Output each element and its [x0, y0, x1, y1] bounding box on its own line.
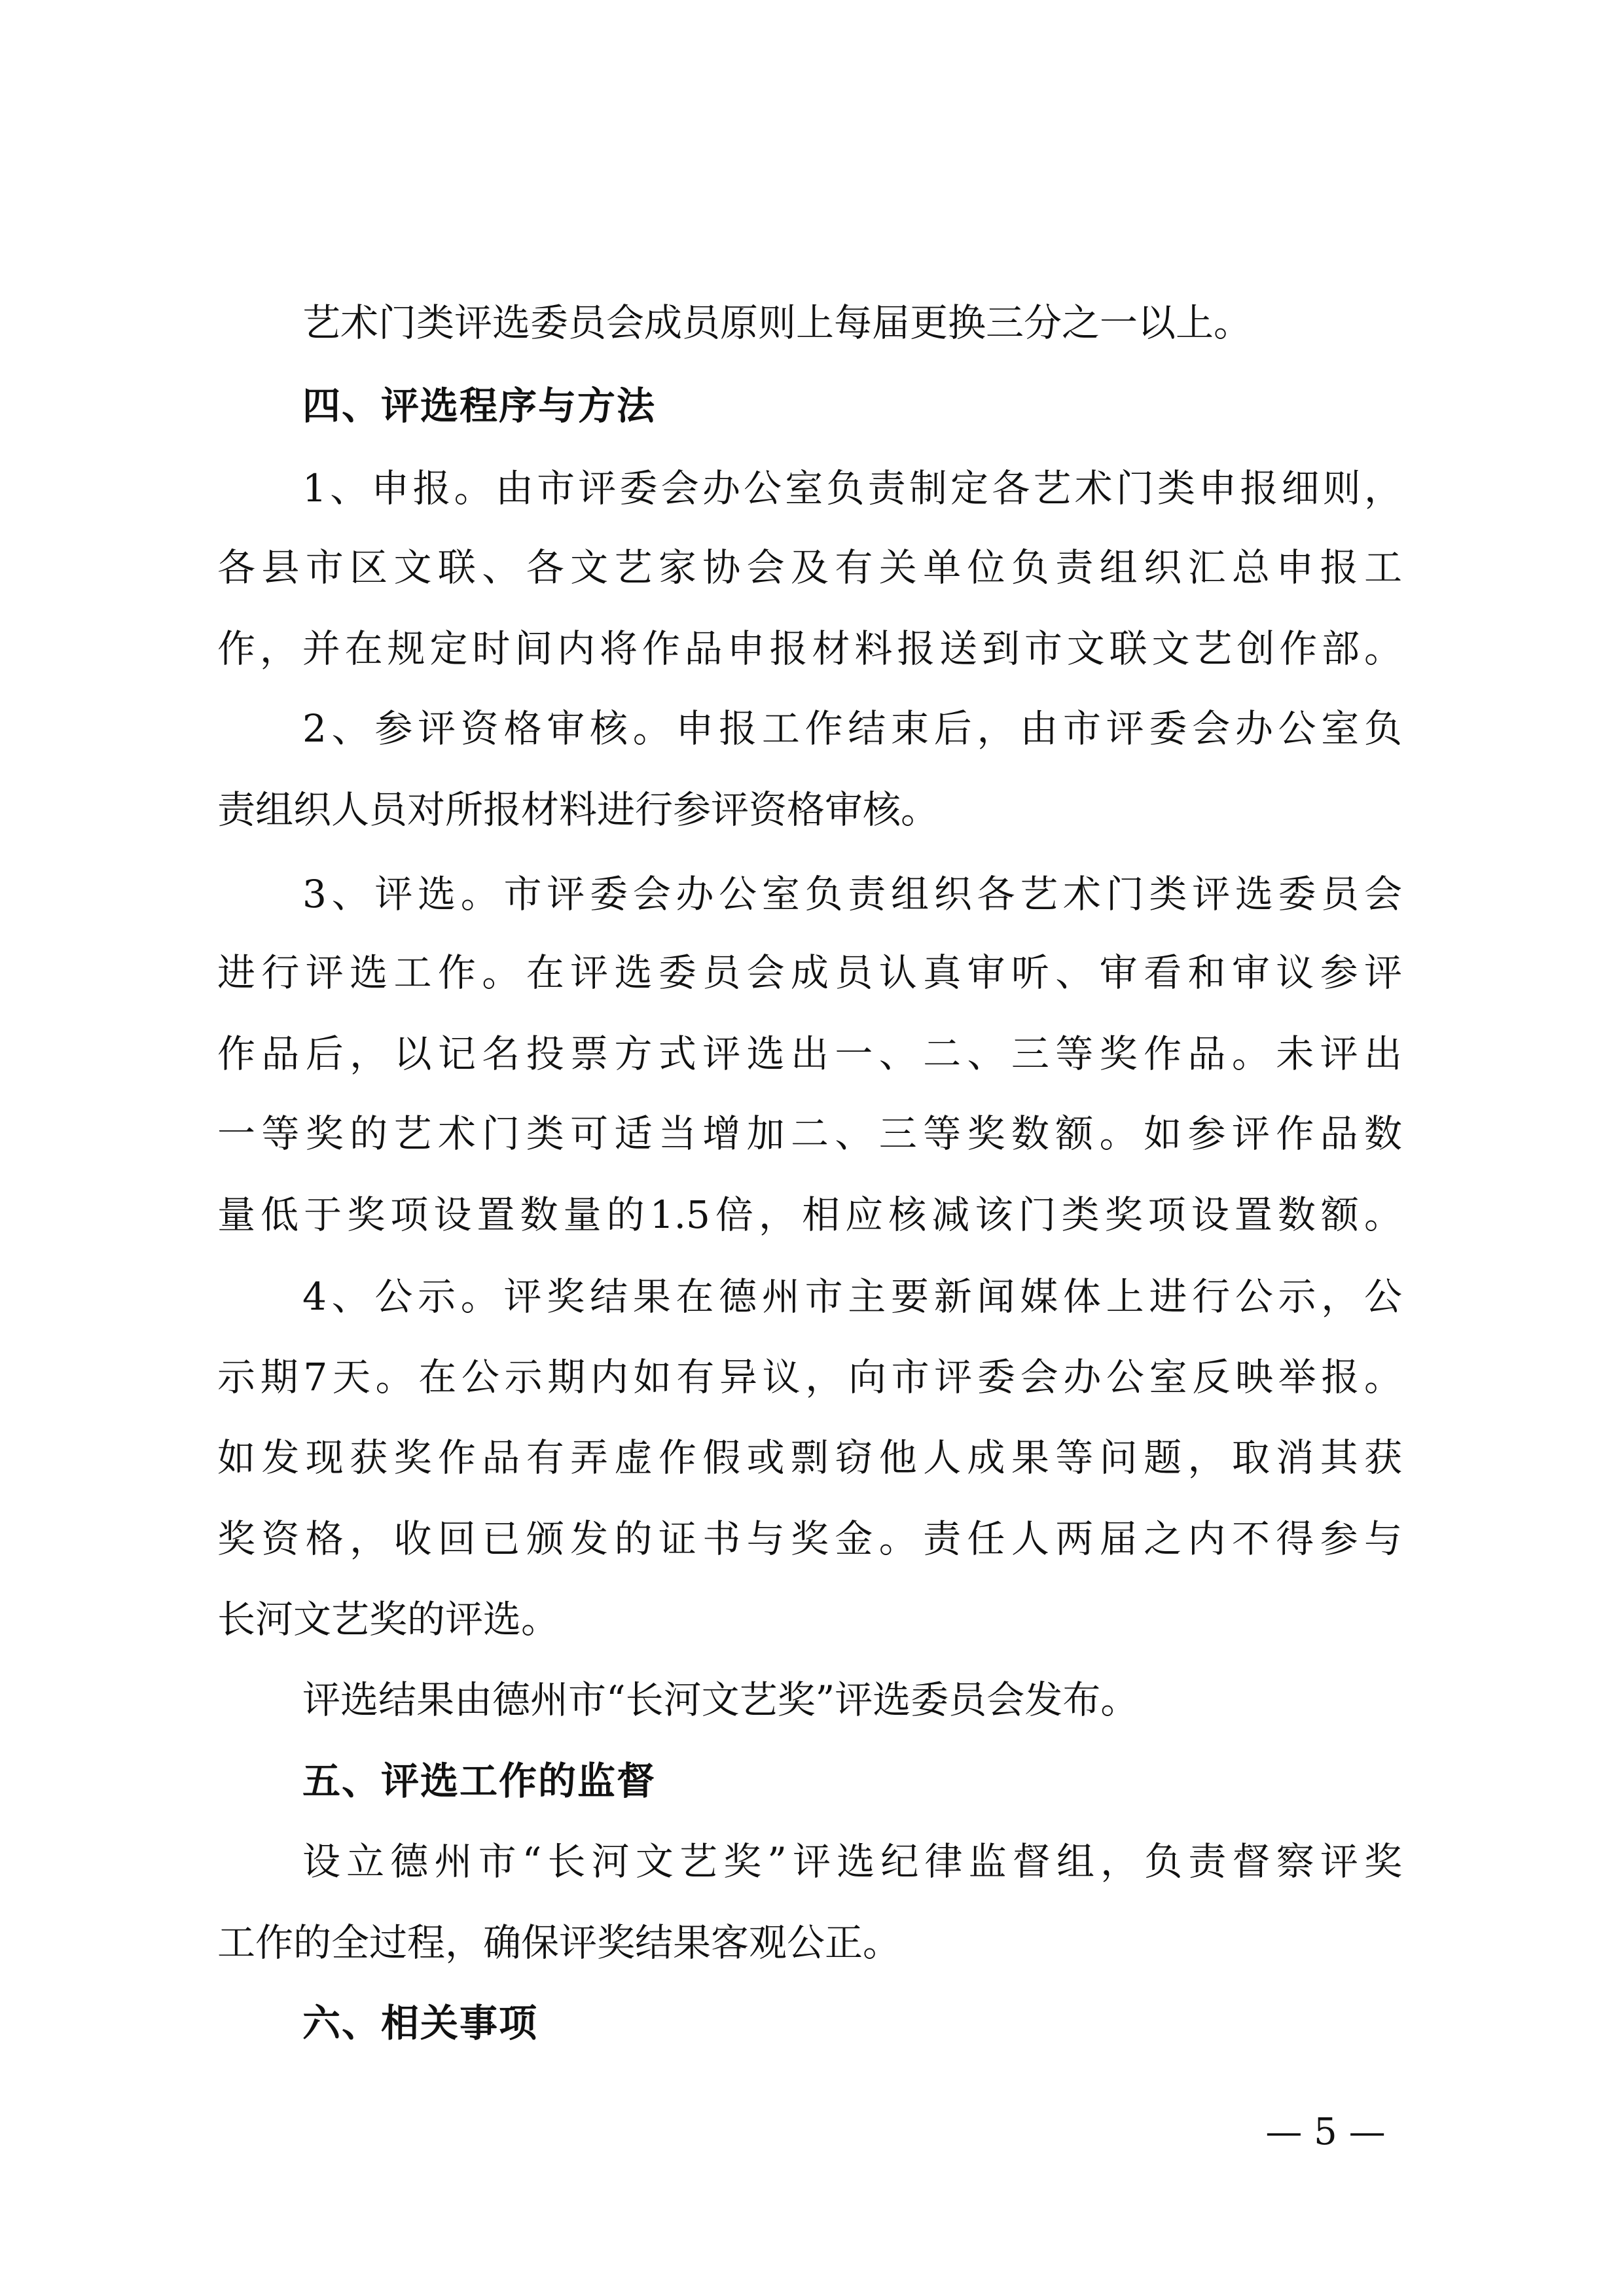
paragraph-line: 3、评选。市评委会办公室负责组织各艺术门类评选委员会 [302, 872, 1402, 916]
paragraph-line: 责组织人员对所报材料进行参评资格审核。 [217, 787, 939, 832]
paragraph-line: 作，并在规定时间内将作品申报材料报送到市文联文艺创作部。 [217, 626, 1402, 671]
paragraph-line: 2、参评资格审核。申报工作结束后，由市评委会办公室负 [302, 706, 1402, 751]
paragraph-line: 1、申报。由市评委会办公室负责制定各艺术门类申报细则， [302, 466, 1402, 511]
page-number: — 5 — [1265, 2111, 1386, 2153]
paragraph-line: 长河文艺奖的评选。 [217, 1597, 560, 1641]
paragraph-line: 进行评选工作。在评选委员会成员认真审听、审看和审议参评 [217, 950, 1402, 995]
paragraph-line: 一等奖的艺术门类可适当增加二、三等奖数额。如参评作品数 [217, 1111, 1402, 1156]
section-heading: 五、评选工作的监督 [302, 1759, 657, 1803]
paragraph-line: 各县市区文联、各文艺家协会及有关单位负责组织汇总申报工 [217, 545, 1402, 590]
paragraph-line: 评选结果由德州市“长河文艺奖”评选委员会发布。 [302, 1677, 1139, 1722]
paragraph-line: 设立德州市“长河文艺奖”评选纪律监督组，负责督察评奖 [302, 1839, 1402, 1884]
section-heading: 六、相关事项 [302, 2001, 539, 2045]
paragraph-line: 如发现获奖作品有弄虚作假或剽窃他人成果等问题，取消其获 [217, 1435, 1402, 1480]
paragraph-line: 4、公示。评奖结果在德州市主要新闻媒体上进行公示，公 [302, 1274, 1402, 1319]
paragraph-line: 量低于奖项设置数量的1.5倍，相应核减该门类奖项设置数额。 [217, 1193, 1402, 1237]
paragraph-line: 艺术门类评选委员会成员原则上每届更换三分之一以上。 [302, 300, 1252, 345]
paragraph-line: 奖资格，收回已颁发的证书与奖金。责任人两届之内不得参与 [217, 1516, 1402, 1561]
paragraph-line: 工作的全过程，确保评奖结果客观公正。 [217, 1920, 901, 1965]
paragraph-line: 示期7天。在公示期内如有异议，向市评委会办公室反映举报。 [217, 1355, 1402, 1399]
section-heading: 四、评选程序与方法 [302, 384, 657, 428]
paragraph-line: 作品后，以记名投票方式评选出一、二、三等奖作品。未评出 [217, 1031, 1402, 1076]
